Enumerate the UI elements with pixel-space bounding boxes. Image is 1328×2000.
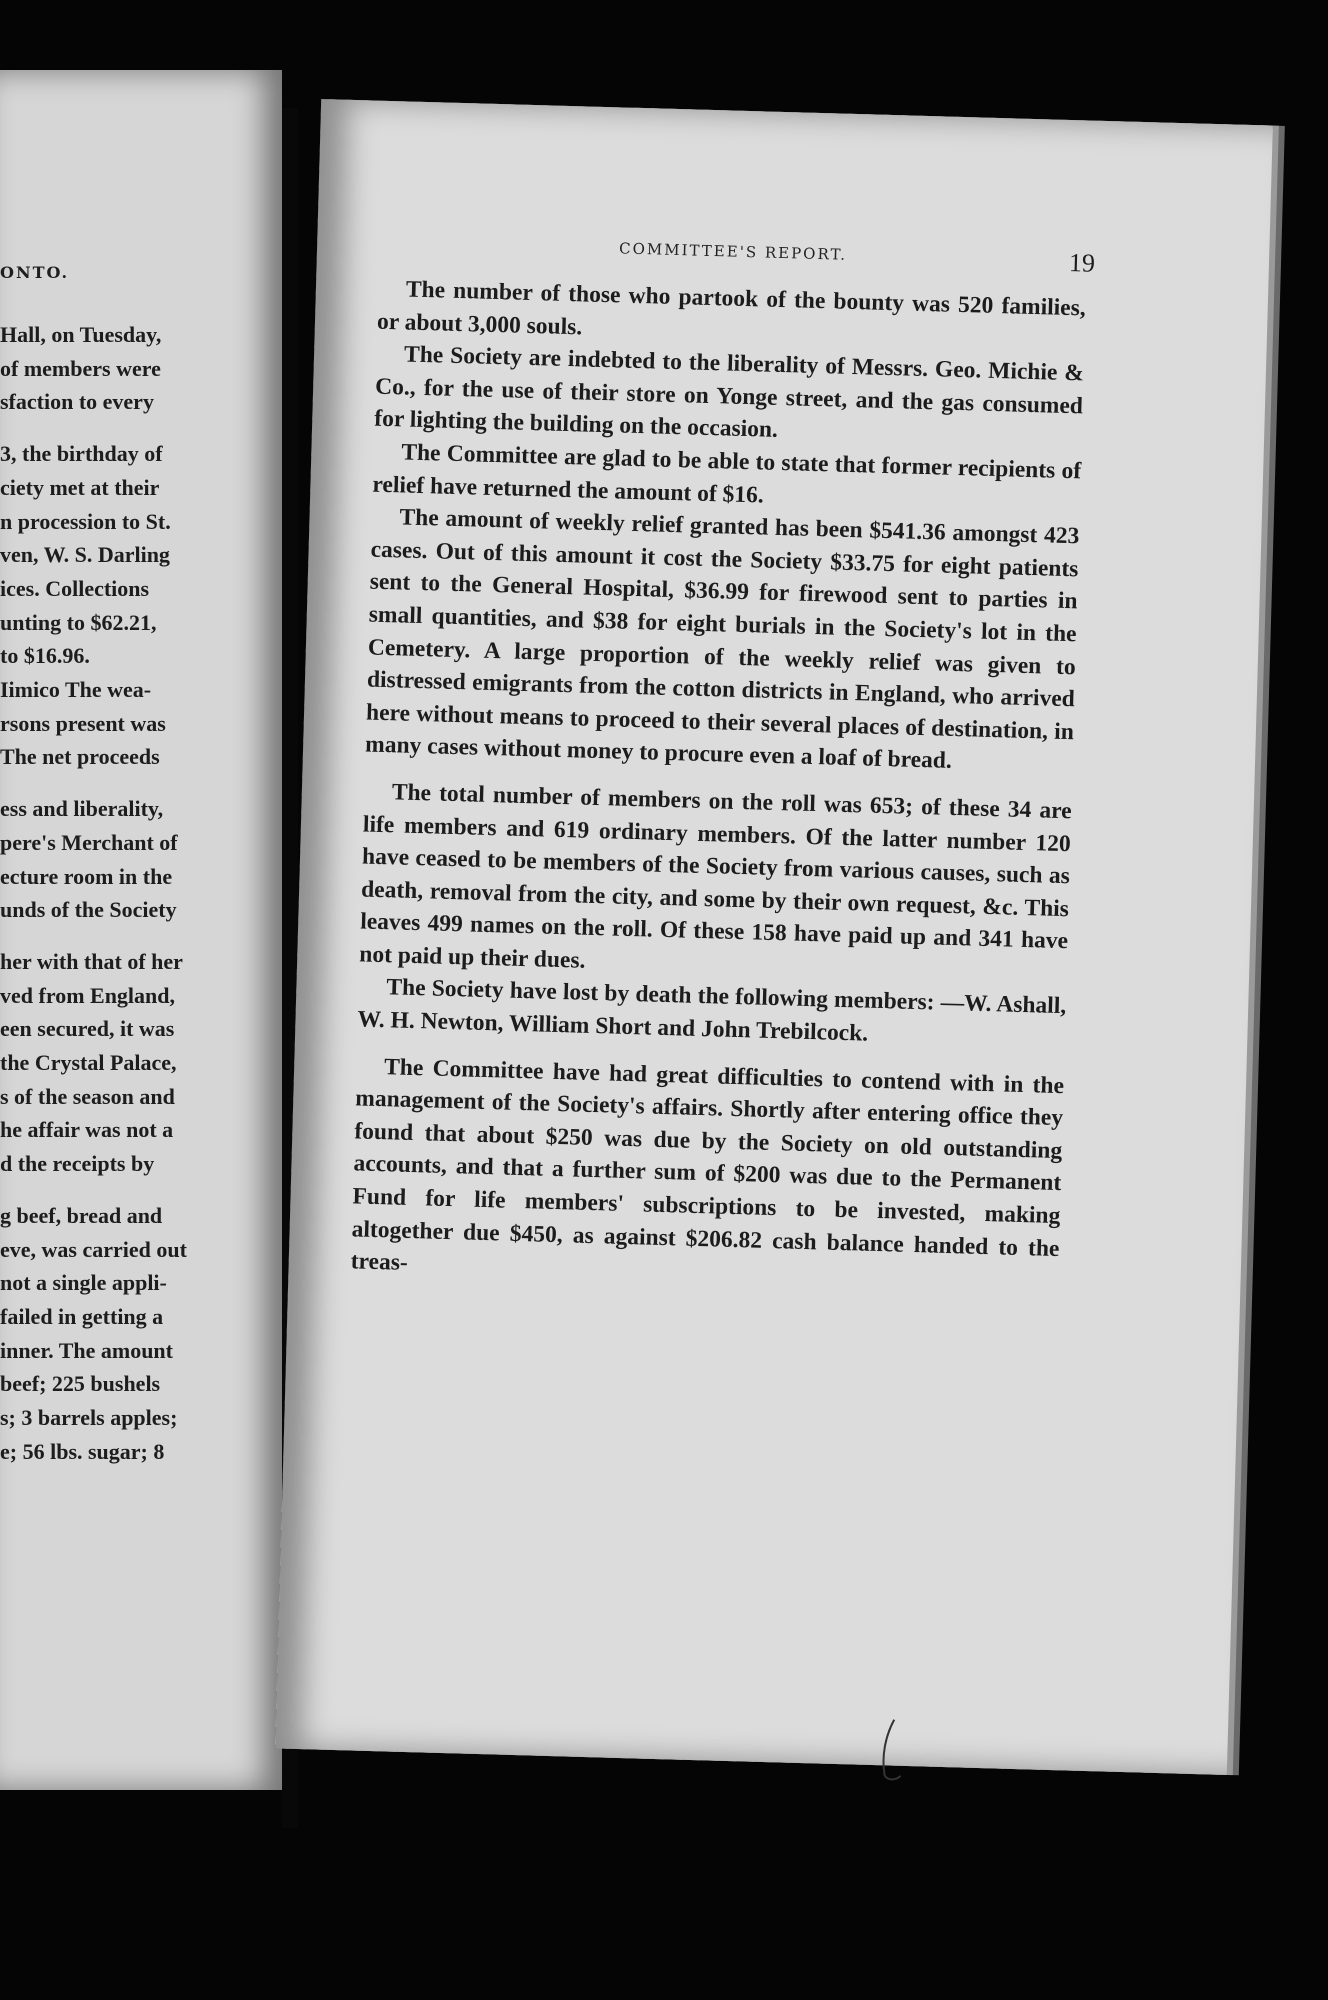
- text-line: g beef, bread and: [0, 1202, 163, 1228]
- text-line: [0, 419, 222, 437]
- text-line: [0, 774, 222, 792]
- text-line: beef; 225 bushels: [0, 1371, 161, 1397]
- text-line: ices. Collections: [0, 575, 150, 601]
- pencil-mark-icon: [874, 1715, 906, 1786]
- text-line: 3, the birthday of: [0, 441, 163, 467]
- paragraph: The total number of members on the roll was 653; of these 34 are life members and 619 ordinary members. Of the latter number 120 have ceased to be members of the Society from various causes, such as death, removal from the city, and some by their own request, &c. This leaves 499 names on the roll. Of these 158 have paid up and 341 have not paid up their dues.: [358, 779, 1072, 974]
- text-line: the Crystal Palace,: [0, 1050, 177, 1076]
- text-line: eve, was carried out: [0, 1236, 187, 1262]
- paragraph: The Committee have had great difficulties to contend with in the management of the Society's affairs. Shortly after entering office they found that about $250 was due by the Society on old outstanding accounts, and that a further sum of $200 was due to the Permanent Fund for life members' subscriptions to be invested, making altogether due $450, as against $206.82 cash balance handed to the treas-: [350, 1053, 1065, 1277]
- text-line: s; 3 barrels apples;: [0, 1405, 178, 1431]
- left-page: [0, 70, 282, 1790]
- text-line: e; 56 lbs. sugar; 8: [0, 1438, 165, 1464]
- text-line: sfaction to every: [0, 389, 154, 415]
- text-line: [0, 1181, 222, 1199]
- text-line: inner. The amount: [0, 1337, 173, 1363]
- text-line: he affair was not a: [0, 1117, 174, 1143]
- text-line: The net proceeds: [0, 744, 160, 770]
- text-line: failed in getting a: [0, 1303, 164, 1329]
- text-line: of members were: [0, 355, 161, 381]
- text-line: n procession to St.: [0, 508, 171, 534]
- text-line: pere's Merchant of: [0, 829, 178, 855]
- text-line: ecture room in the: [0, 863, 173, 889]
- text-line: s of the season and: [0, 1083, 175, 1109]
- text-line: rsons present was: [0, 710, 166, 736]
- text-line: Hall, on Tuesday,: [0, 322, 162, 347]
- text-line: her with that of her: [0, 948, 183, 974]
- text-line: ciety met at their: [0, 474, 160, 500]
- text-line: ven, W. S. Darling: [0, 542, 170, 568]
- text-line: Iimico The wea-: [0, 677, 152, 703]
- left-page-text: [0, 318, 222, 1469]
- paragraph: The amount of weekly relief granted has been $541.36 amongst 423 cases. Out of this amount it cost the Society $33.75 for eight patients sent to the General Hospital, $36.99 for firewood sent to parties in small quantities, and $38 for eight burials in the Society's lot in the Cemetery. A large proportion of the weekly relief was given to distressed emigrants from the cotton districts in England, who arrived here without means to proceed to their several places of destination, in many cases without money to procure even a loaf of bread.: [364, 504, 1080, 775]
- right-page: [275, 99, 1273, 1775]
- paragraph: The number of those who partook of the bounty was 520 families, or about 3,000 souls.: [376, 276, 1087, 340]
- text-line: d the receipts by: [0, 1151, 155, 1177]
- text-line: unds of the Society: [0, 897, 177, 923]
- text-line: [0, 927, 222, 945]
- right-page-text: [350, 273, 1086, 1298]
- running-title: COMMITTEE'S REPORT.: [618, 239, 848, 264]
- text-line: ess and liberality,: [0, 796, 164, 822]
- text-line: not a single appli-: [0, 1270, 167, 1296]
- left-running-head: ONTO.: [0, 263, 70, 282]
- page-number: 19: [1068, 247, 1096, 278]
- paragraph: The Committee are glad to be able to state that former recipients of relief have returned the amount of $16.: [372, 439, 1082, 509]
- text-line: ved from England,: [0, 982, 176, 1008]
- text-line: een secured, it was: [0, 1016, 175, 1042]
- text-line: unting to $62.21,: [0, 609, 157, 635]
- text-line: to $16.96.: [0, 643, 90, 669]
- paragraph: The Society are indebted to the liberality of Messrs. Geo. Michie & Co., for the use of their store on Yonge street, and the gas consumed for lighting the building on the occasion.: [373, 341, 1085, 444]
- paragraph: The Society have lost by death the following members: —W. Ashall, W. H. Newton, William Short and John Trebilcock.: [357, 974, 1067, 1047]
